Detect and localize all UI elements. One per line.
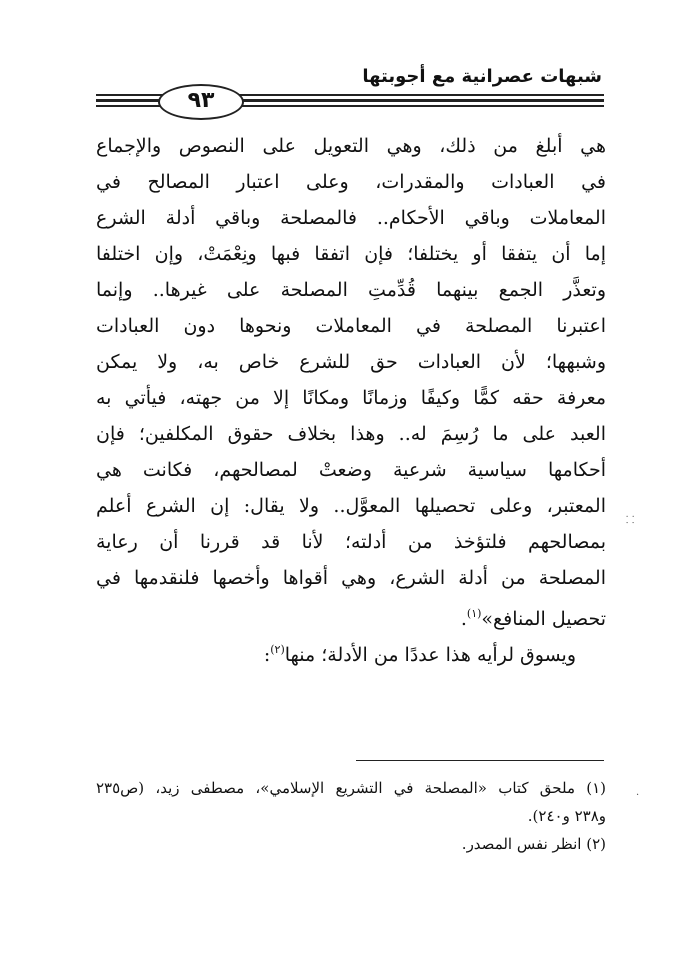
footnote-1-cont: و٢٣٨ و٢٤٠). xyxy=(527,807,606,825)
footnote-ref-2[interactable]: (٢) xyxy=(270,643,285,656)
page-header xyxy=(96,64,604,124)
paragraph-colon: : xyxy=(263,644,271,666)
text-line: أحكامها سياسية شرعية وضعتْ لمصالحهم، فكانت هي xyxy=(96,459,606,481)
page-number: ٩٣ xyxy=(158,84,244,120)
sentence-end: . xyxy=(460,608,467,630)
footnote-1: (١) ملحق كتاب «المصلحة في التشريع الإسلامي»، مصطفى زيد، (ص٢٣٥ xyxy=(96,779,606,797)
text-line-last xyxy=(96,596,606,632)
text-line: المعاملات وباقي الأحكام.. فالمصلحة وباقي أدلة الشرع xyxy=(96,207,606,229)
footnote-separator xyxy=(356,760,604,761)
text-line: المصلحة من أدلة الشرع، وهي أقواها وأخصها فلنقدمها في xyxy=(96,567,606,589)
text-line: معرفة حقه كمًّا وكيفًا وزمانًا ومكانًا إلا من جهته، فيأتي به xyxy=(96,387,606,409)
footnote-2: (٢) انظر نفس المصدر. xyxy=(461,835,606,853)
paragraph-text: ويسوق لرأيه هذا عددًا من الأدلة؛ منها xyxy=(284,644,576,666)
text-line: بمصالحهم فلتؤخذ من أدلته؛ لأنا قد قررنا أن رعاية xyxy=(96,531,606,553)
text-line-new-paragraph xyxy=(96,632,606,668)
book-title: شبهات عصرانية مع أجوبتها xyxy=(362,66,602,87)
text-line: هي أبلغ من ذلك، وهي التعويل على النصوص والإجماع xyxy=(96,135,606,157)
text-line: إما أن يتفقا أو يختلفا؛ فإن اتفقا فبها ونِعْمَتْ، وإن اختلفا xyxy=(96,243,606,265)
text-line: المعتبر، وعلى تحصيلها المعوَّل.. ولا يقال: إن الشرع أعلم xyxy=(96,495,606,517)
text-line: اعتبرنا المصلحة في المعاملات ونحوها دون العبادات xyxy=(96,315,606,337)
body-text xyxy=(96,128,606,668)
footnote-ref-1[interactable]: (١) xyxy=(466,607,482,620)
margin-mark: · xyxy=(636,790,640,801)
text-line: وتعذَّر الجمع بينهما قُدِّمتِ المصلحة على غيرها.. وإنما xyxy=(96,279,606,301)
text-line: وشبهها؛ لأن العبادات حق للشرع خاص به، ولا يمكن xyxy=(96,351,606,373)
footnotes xyxy=(96,774,606,858)
text-line: العبد على ما رُسِمَ له.. وهذا بخلاف حقوق المكلفين؛ فإن xyxy=(96,423,606,445)
margin-mark: ⸬ xyxy=(626,515,635,526)
text-line: في العبادات والمقدرات، وعلى اعتبار المصالح في xyxy=(96,171,606,193)
quote-end-text: تحصيل المنافع» xyxy=(481,608,606,630)
